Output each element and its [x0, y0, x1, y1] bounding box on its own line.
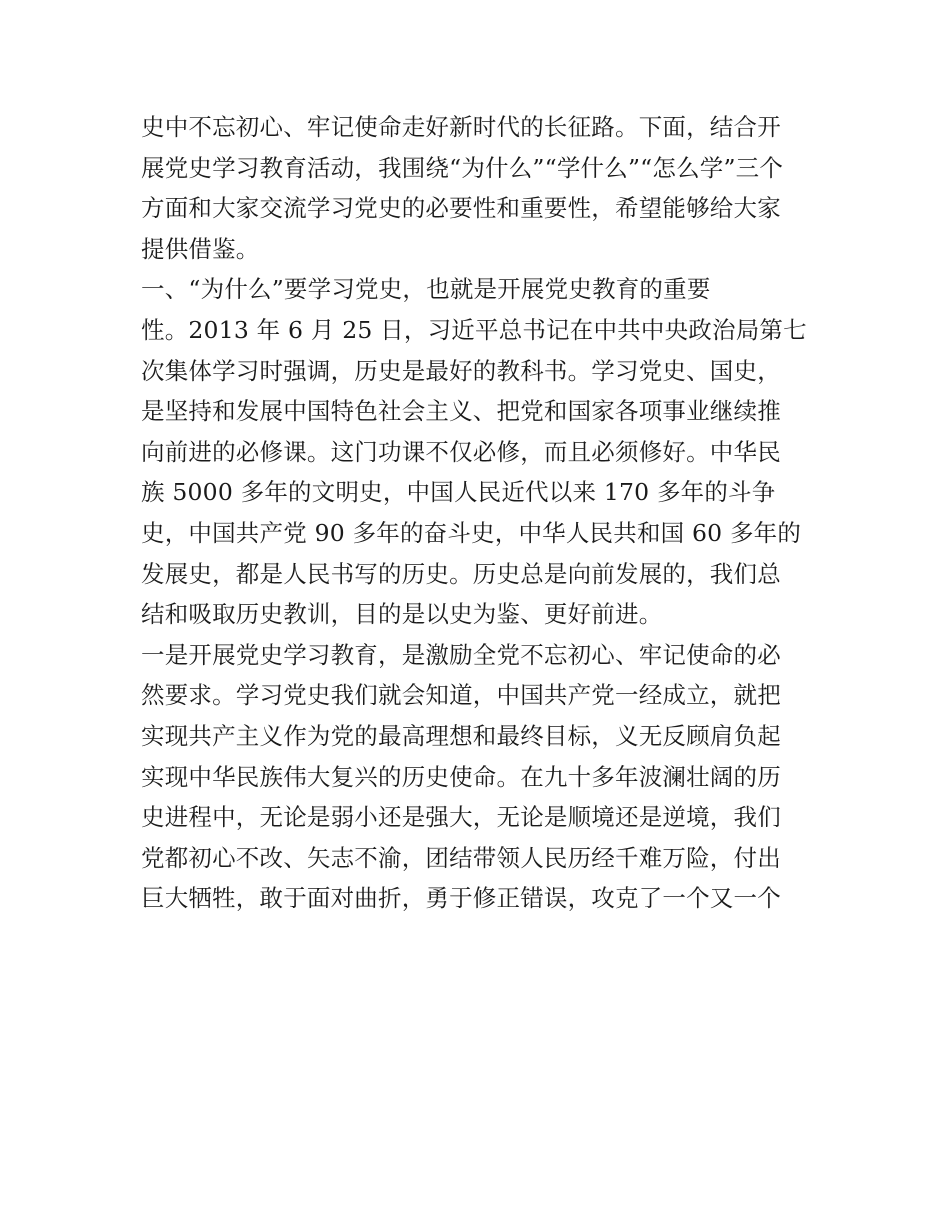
section-heading-line: 一、“为什么”要学习党史，也就是开展党史教育的重要 [141, 275, 711, 304]
text-line: 次集体学习时强调，历史是最好的教科书。学习党史、国史， [141, 356, 781, 385]
text-line: 是坚持和发展中国特色社会主义、把党和国家各项事业继续推 [141, 397, 781, 426]
text-line: 史，中国共产党 90 多年的奋斗史，中华人民共和国 60 多年的 [141, 518, 802, 547]
text-line: 史中不忘初心、牢记使命走好新时代的长征路。下面，结合开 [141, 113, 781, 141]
body-text [141, 107, 821, 919]
text-line: 展党史学习教育活动，我围绕“为什么”“学什么”“怎么学”三个 [141, 153, 784, 182]
text-line: 实现中华民族伟大复兴的历史使命。在九十多年波澜壮阔的历 [141, 762, 781, 791]
text-line: 发展史，都是人民书写的历史。历史总是向前发展的，我们总 [141, 559, 781, 588]
text-line: 向前进的必修课。这门功课不仅必修，而且必须修好。中华民 [141, 437, 781, 466]
text-line: 党都初心不改、矢志不渝，团结带领人民历经千难万险，付出 [141, 843, 781, 872]
text-line: 族 5000 多年的文明史，中国人民近代以来 170 多年的斗争 [141, 478, 776, 507]
text-line: 提供借鉴。 [141, 234, 260, 263]
paragraph-start-line: 一是开展党史学习教育，是激励全党不忘初心、牢记使命的必 [141, 640, 781, 669]
text-line: 史进程中，无论是弱小还是强大，无论是顺境还是逆境，我们 [141, 803, 781, 832]
text-line: 方面和大家交流学习党史的必要性和重要性，希望能够给大家 [141, 194, 781, 223]
text-line: 实现共产主义作为党的最高理想和最终目标，义无反顾肩负起 [141, 721, 781, 750]
text-line: 然要求。学习党史我们就会知道，中国共产党一经成立，就把 [141, 681, 781, 710]
text-line: 性。2013 年 6 月 25 日，习近平总书记在中共中央政治局第七 [141, 315, 807, 344]
text-line: 结和吸取历史教训，目的是以史为鉴、更好前进。 [141, 600, 663, 629]
text-line: 巨大牺牲，敢于面对曲折，勇于修正错误，攻克了一个又一个 [141, 884, 781, 913]
